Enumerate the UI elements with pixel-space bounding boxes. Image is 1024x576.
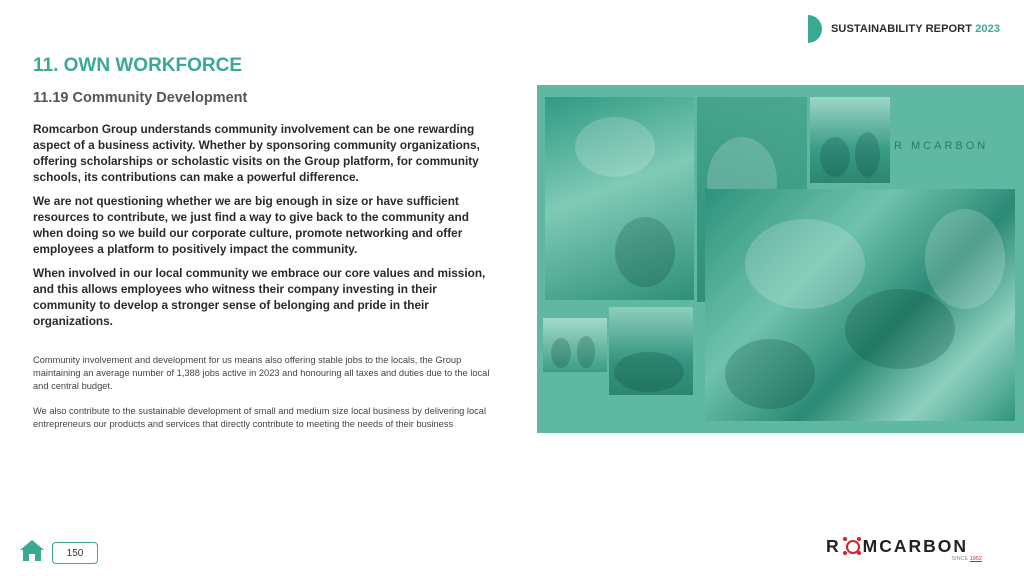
photo-collage bbox=[537, 85, 1024, 433]
report-label: SUSTAINABILITY REPORT 2023 bbox=[831, 23, 1001, 35]
collage-logo-text: R MCARBON bbox=[894, 140, 989, 152]
photo-crowd-small bbox=[543, 318, 607, 372]
bold-paragraphs bbox=[33, 121, 495, 337]
page-number: 150 bbox=[52, 542, 98, 564]
photo-hands-plastic bbox=[545, 97, 694, 300]
paragraph-small-1: Community involvement and development for us means also offering stable jobs to the locals, the Group maintaining an average number of 1,388 jobs active in 2023 and honouring all taxes and duties due to the local and central budget. bbox=[33, 355, 490, 391]
report-year: 2023 bbox=[975, 23, 1001, 35]
photo-audience bbox=[609, 307, 693, 395]
photo-hands-together bbox=[705, 189, 1015, 421]
subsection-title: 11.19 Community Development bbox=[33, 90, 248, 106]
section-title: 11. OWN WORKFORCE bbox=[33, 55, 243, 76]
romcarbon-logo: R MCARBON SINCE 1952 bbox=[826, 535, 982, 562]
paragraph-bold-2: We are not questioning whether we are big enough in size or have sufficient resources to contribute, we just find a way to give back to the community and when doing so we build our corporate culture, promote networking and offer employees a platform to positively impact the community. bbox=[33, 194, 469, 256]
photo-factory-visit bbox=[810, 97, 890, 183]
home-icon[interactable] bbox=[19, 538, 45, 562]
paragraph-bold-3: When involved in our local community we embrace our core values and mission, and this allows employees who witness their company investing in their community to develop a stronger sense of belonging and pride in their organizations. bbox=[33, 266, 486, 328]
paragraph-small-2: We also contribute to the sustainable development of small and medium size local business by delivering local entrepreneurs our products and services that directly contribute to meeting the needs of their business bbox=[33, 406, 487, 429]
since-label: SINCE 1952 bbox=[951, 556, 982, 562]
report-header bbox=[808, 15, 1000, 43]
logo-molecule-icon bbox=[843, 537, 861, 555]
header-accent-shape bbox=[808, 15, 822, 43]
paragraph-bold-1: Romcarbon Group understands community involvement can be one rewarding aspect of a business activity. Whether by sponsoring community organizations, offering scholarships or scholastic visits on the Group platform, for community schools, its contributions can make a powerful difference. bbox=[33, 122, 480, 184]
